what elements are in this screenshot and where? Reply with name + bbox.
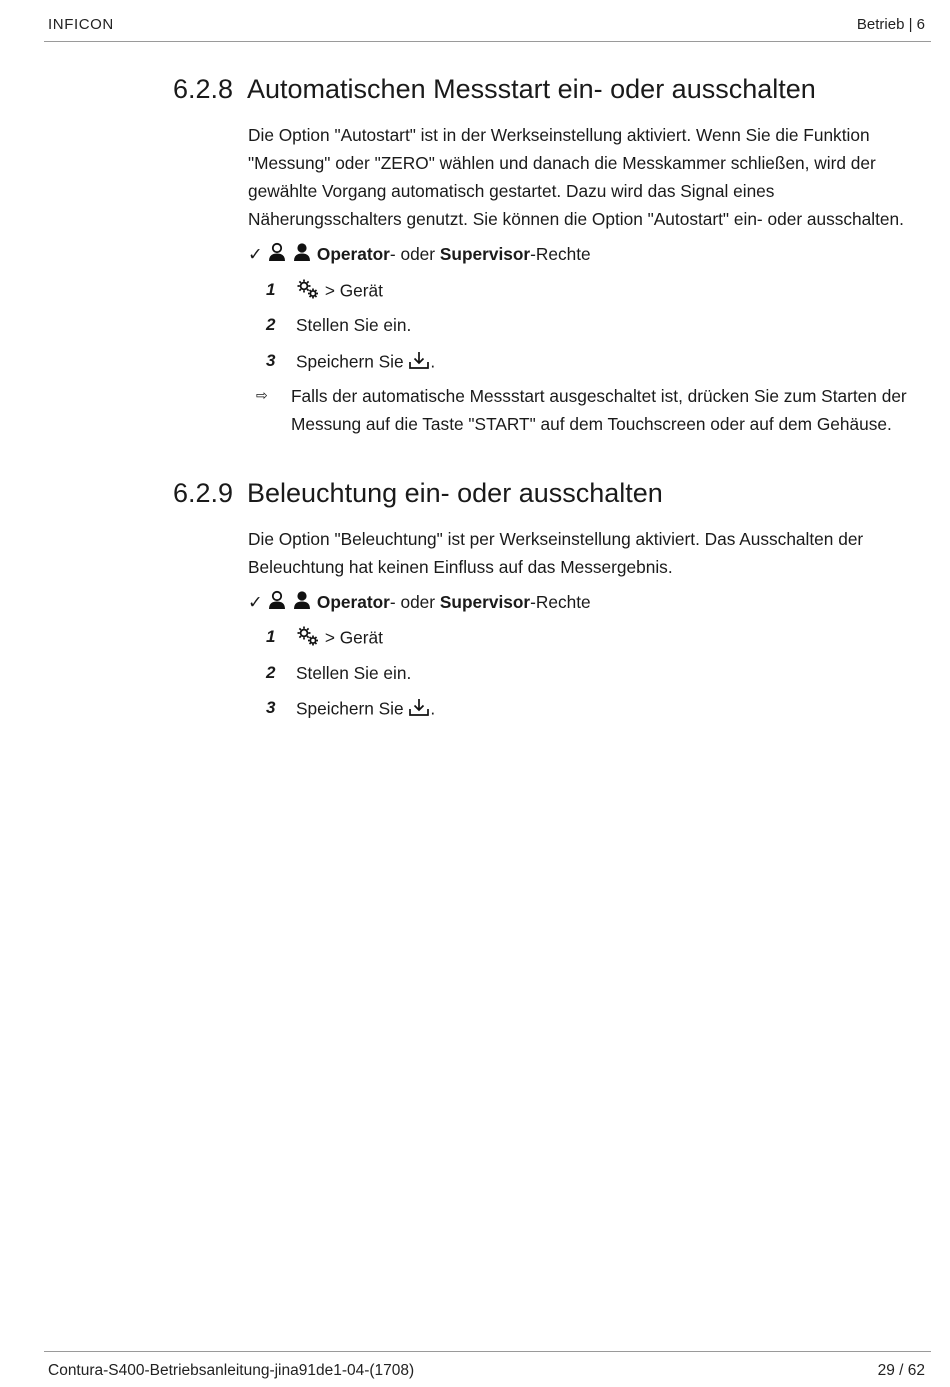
prereq-mid: - oder <box>389 592 440 612</box>
step-text: Stellen Sie ein. <box>296 315 412 335</box>
step-text: > Gerät <box>324 627 383 648</box>
prerequisite-line <box>248 590 591 616</box>
step-suffix: . <box>430 698 436 719</box>
prerequisite-line <box>248 242 591 268</box>
supervisor-user-icon <box>292 590 312 616</box>
document-id: Contura-S400-Betriebsanleitung-jina91de1-04-(1708) <box>48 1362 415 1379</box>
step-suffix: . <box>430 351 436 372</box>
prereq-end: -Rechte <box>530 244 591 264</box>
section-title: Automatischen Messstart ein- oder ausschalten <box>247 74 816 104</box>
step-text: Speichern Sie <box>296 698 404 719</box>
step-number: 2 <box>266 663 276 682</box>
step-text: Speichern Sie <box>296 351 404 372</box>
settings-gears-icon <box>296 625 320 653</box>
step-text-wrap <box>296 278 383 306</box>
step-number: 1 <box>266 627 276 646</box>
operator-role: Operator <box>316 244 390 264</box>
section-heading-629 <box>173 478 663 509</box>
page-number: 29 / 62 <box>877 1362 925 1379</box>
section-intro: Die Option "Beleuchtung" ist per Werkseinstellung aktiviert. Das Ausschalten der Beleuchtung hat keinen Einfluss auf das Messergebnis. <box>248 529 864 577</box>
section-intro: Die Option "Autostart" ist in der Werkseinstellung aktiviert. Wenn Sie die Funktion "Messung" oder "ZERO" wählen und danach die Messkammer schließen, wird der gewählte Vorgang automatisch gestartet. Dazu wird das Signal eines Näherungsschalters genutzt. Sie können die Option "Autostart" ein- oder ausschalten. <box>248 125 904 229</box>
supervisor-role: Supervisor <box>439 244 531 264</box>
save-download-icon <box>408 696 430 724</box>
section-heading-628 <box>173 74 816 105</box>
step-number: 3 <box>266 698 276 717</box>
settings-gears-icon <box>296 278 320 306</box>
supervisor-role: Supervisor <box>439 592 531 612</box>
section-number: 6.2.9 <box>173 478 234 508</box>
operator-user-icon <box>267 242 287 268</box>
page-footer <box>44 1351 931 1379</box>
save-download-icon <box>408 349 430 377</box>
check-icon: ✓ <box>248 592 263 612</box>
step-text-wrap <box>296 696 435 724</box>
step-text-wrap <box>296 625 383 653</box>
section-number: 6.2.8 <box>173 74 234 104</box>
chapter-label: Betrieb | 6 <box>856 16 925 33</box>
step-number: 3 <box>266 351 276 370</box>
section-title: Beleuchtung ein- oder ausschalten <box>247 478 663 508</box>
page-header <box>44 14 931 42</box>
check-icon: ✓ <box>248 244 263 264</box>
result-text: Falls der automatische Messstart ausgeschaltet ist, drücken Sie zum Starten der Messung auf die Taste "START" auf dem Touchscreen oder auf dem Gehäuse. <box>291 386 907 434</box>
step-number: 1 <box>266 280 276 299</box>
prereq-end: -Rechte <box>530 592 591 612</box>
result-arrow-icon: ⇨ <box>256 387 268 403</box>
step-text-wrap <box>296 349 435 377</box>
step-text: > Gerät <box>324 280 383 301</box>
step-text: Stellen Sie ein. <box>296 663 412 683</box>
operator-user-icon <box>267 590 287 616</box>
brand-name: INFICON <box>48 16 114 33</box>
supervisor-user-icon <box>292 242 312 268</box>
step-number: 2 <box>266 315 276 334</box>
prereq-mid: - oder <box>389 244 440 264</box>
operator-role: Operator <box>316 592 390 612</box>
